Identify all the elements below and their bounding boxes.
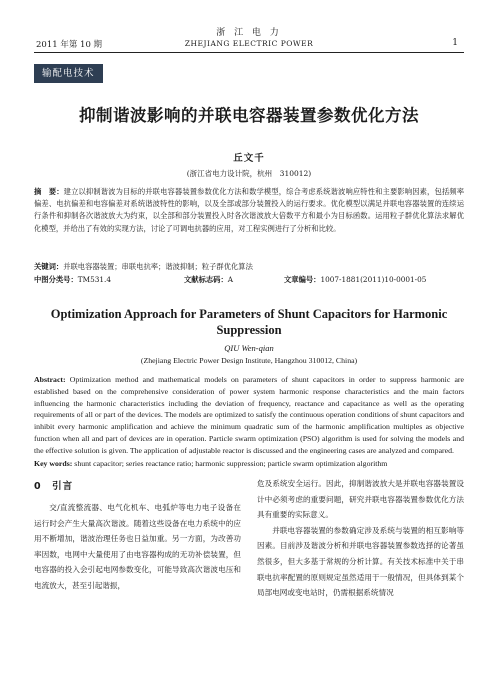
header-rule [34, 52, 464, 53]
abstract-en [34, 374, 464, 457]
journal-name-en: ZHEJIANG ELECTRIC POWER [184, 39, 314, 48]
page-number: 1 [452, 38, 458, 48]
journal-name-cn: 浙 江 电 力 [216, 28, 282, 38]
abstract-cn [34, 186, 464, 235]
author-cn: 丘文千 [233, 153, 265, 164]
intro-left-column: 交/直流整流器、电气化机车、电弧炉等电力电子设备在运行时会产生大量高次谐波。随着这些设备在电力系统中的应用不断增加，谐波治理任务也日益加重。另一方面，为改善功率因数，电网中大量使用了由电容器构成的无功补偿装置，但电容器的投入会引起电网参数变化，可能导致高次谐波电压和电流放大，甚至引起谐振， [34, 503, 241, 590]
intro-right-para-2: 并联电容器装置的参数确定涉及系统与装置的相互影响等因素。目前涉及谐波分析和并联电容器装置参数选择的论著虽然很多，但大多基于常规的分析计算。有关技术标准中关于串联电抗率配置的原则规定虽然适用于一般情况，但具体到某个局部电网或变电站时，仍需根据系统情况 [257, 525, 464, 598]
intro-right-para-1: 危及系统安全运行。因此，抑制谐波放大是并联电容器装置设计中必须考虑的重要问题，研究并联电容器装置参数优化方法具有重要的实际意义。 [257, 479, 464, 520]
article-id-value: 1007-1881(2011)10-0001-05 [320, 275, 427, 284]
clc-label: 中图分类号： [34, 275, 78, 284]
issue-label: 2011 年第 10 期 [36, 40, 103, 50]
paper-title-en: Optimization Approach for Parameters of Shunt Capacitors for Harmonic Suppression [50, 307, 448, 337]
clc-value: TM531.4 [77, 275, 112, 284]
paper-title-cn: 抑制谐波影响的并联电容器装置参数优化方法 [79, 106, 419, 125]
affiliation-en: (Zhejiang Electric Power Design Institute, Hangzhou 310012, China) [140, 356, 358, 365]
section-heading-intro: 0 引言 [34, 481, 74, 492]
keywords-cn [34, 261, 464, 273]
intro-right-column [257, 476, 464, 601]
meta-line-cn [34, 274, 464, 286]
keywords-en-text: shunt capacitor; series reactance ratio; harmonic suppression; particle swarm optimization algorithm [74, 459, 388, 468]
keywords-en-label: Key words: [34, 459, 73, 468]
affiliation-cn: (浙江省电力设计院，杭州 310012) [186, 169, 312, 178]
doc-code-label: 文献标志码： [184, 275, 228, 284]
article-id-label: 文章编号： [284, 275, 321, 284]
keywords-cn-label: 关键词： [34, 262, 64, 271]
doc-code-value: A [227, 275, 234, 284]
abstract-cn-text: 建立以抑制谐波为目标的并联电容器装置参数优化方法和数学模型，综合考虑系统谐波响应特性和主要影响因素，包括频率偏差、电抗偏差和电容偏差对系统谐波特性的影响，以及全部或部分装置投入的运行要求。优化模型以满足并联电容器装置的连续运行条件和抑制各次谐波放大为约束，以全部和部分装置投入时各次谐波放大倍数平方和最小为目标函数。运用粒子群优化算法求解优化模型，并给出了有效的实现方法，讨论了可调电抗器的应用，对工程实例进行了分析和比较。 [34, 187, 465, 233]
abstract-cn-label: 摘 要： [34, 187, 64, 196]
abstract-en-text: Optimization method and mathematical models on parameters of shunt capacitors in order to suppress harmonic are established based on the comprehensive consideration of power system harmonic response characteristics and the main factors influencing the harmonic characteristics including the deviation of frequency, reactance and capacitance as well as the operating requirements of all or part of the devices. The models are optimized to satisfy the continuous operation conditions of shunt capacitors and inhibit every harmonic amplification and achieve the minimum quadratic sum of the harmonic amplification multiples as objective function when all and part of devices are in operation. Particle swarm optimization (PSO) algorithm is used for solving the models and the effective solution is given. The application of adjustable reactor is discussed and the engineering cases are analyzed and compared. [34, 375, 464, 455]
keywords-en [34, 458, 464, 470]
keywords-cn-text: 并联电容器装置；串联电抗率；谐波抑制；粒子群优化算法 [63, 262, 253, 271]
abstract-en-label: Abstract: [34, 375, 66, 384]
column-tag: 输配电技术 [34, 64, 103, 83]
author-en: QIU Wen-qian [224, 343, 274, 353]
